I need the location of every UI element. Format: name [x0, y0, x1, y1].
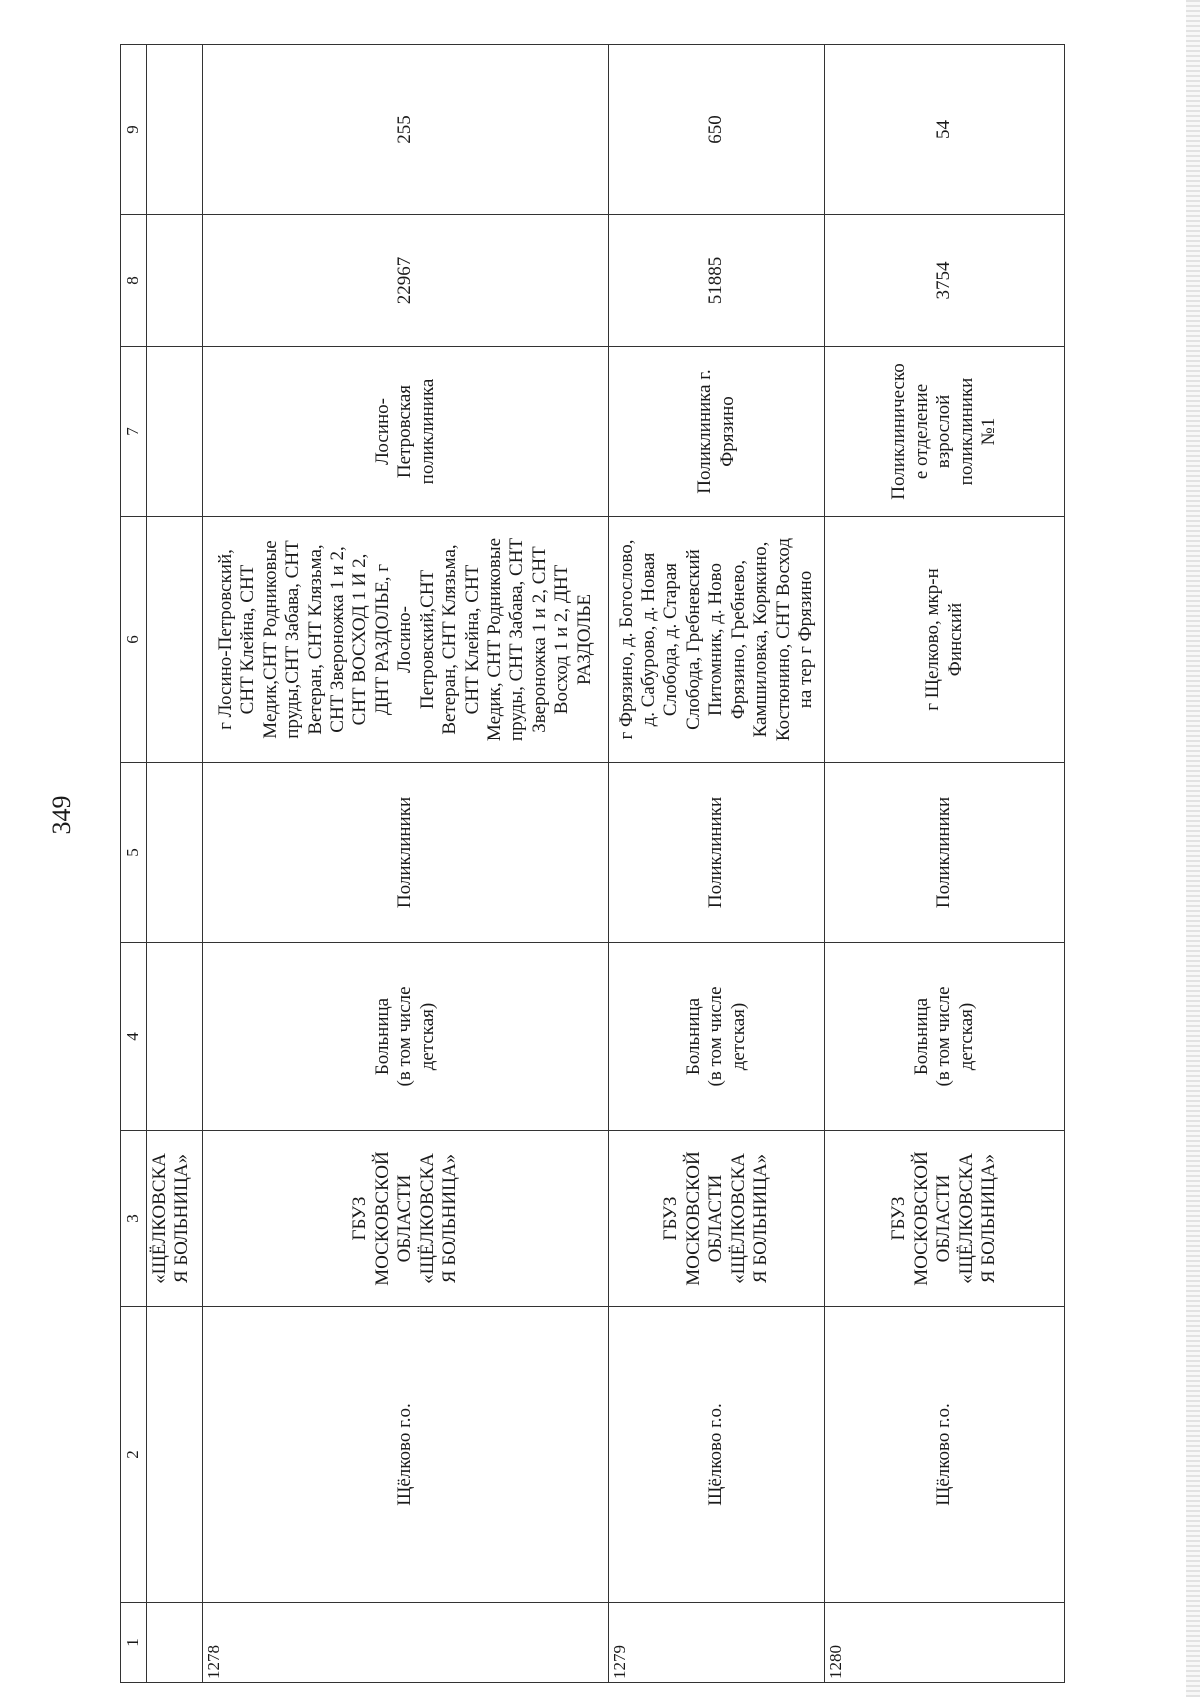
continued-organization-cell: «ЩЁЛКОВСКА Я БОЛЬНИЦА»: [147, 1131, 203, 1307]
column-number-row: [121, 45, 147, 1683]
organization-cell: ГБУЗ МОСКОВСКОЙ ОБЛАСТИ «ЩЁЛКОВСКА Я БОЛЬНИЦА»: [609, 1131, 825, 1307]
table-row: [825, 45, 1065, 1683]
district-cell: Щёлково г.о.: [609, 1307, 825, 1603]
unit-type-cell: Поликлиники: [825, 763, 1065, 943]
clinic-name-cell: Поликлиническо е отделение взрослой поликлиники №1: [825, 347, 1065, 517]
column-number: 4: [121, 943, 147, 1131]
column-number: 8: [121, 215, 147, 347]
organization-cell: ГБУЗ МОСКОВСКОЙ ОБЛАСТИ «ЩЁЛКОВСКА Я БОЛЬНИЦА»: [825, 1131, 1065, 1307]
row-number: 1280: [825, 1603, 1065, 1683]
facility-table: [120, 44, 1065, 1683]
column-number: 9: [121, 45, 147, 215]
unit-type-cell: Поликлиники: [203, 763, 609, 943]
facility-type-cell: Больница (в том числе детская): [203, 943, 609, 1131]
table-row: [609, 45, 825, 1683]
district-cell: Щёлково г.о.: [825, 1307, 1065, 1603]
column-number: 3: [121, 1131, 147, 1307]
capacity-cell: 54: [825, 45, 1065, 215]
page-number: 349: [47, 795, 76, 835]
district-cell: Щёлково г.о.: [203, 1307, 609, 1603]
service-area-cell: г Лосино-Петровский, СНТ Клейна, СНТ Медик,СНТ Родниковые пруды,СНТ Забава, СНТ Ветеран, СНТ Клязьма, СНТ Звероножка 1 и 2, СНТ ВОСХОД 1 И 2, ДНТ РАЗДОЛЬЕ, г Лосино- Петровский,СНТ Ветеран, СНТ Клязьма, СНТ Клейна, СНТ Медик, СНТ Родниковые пруды, СНТ Забава, СНТ Звероножка 1 и 2, СНТ Восход 1 и 2, ДНТ РАЗДОЛЬЕ: [203, 517, 609, 763]
continuation-row: [147, 45, 203, 1683]
clinic-name-cell: Лосино- Петровская поликлиника: [203, 347, 609, 517]
service-area-cell: г Щелково, мкр-н Финский: [825, 517, 1065, 763]
column-number: 7: [121, 347, 147, 517]
row-number: 1278: [203, 1603, 609, 1683]
scan-edge-artifact: [1186, 0, 1200, 1697]
table-row: [203, 45, 609, 1683]
facility-type-cell: Больница (в том числе детская): [825, 943, 1065, 1131]
population-cell: 51885: [609, 215, 825, 347]
capacity-cell: 650: [609, 45, 825, 215]
row-number: 1279: [609, 1603, 825, 1683]
capacity-cell: 255: [203, 45, 609, 215]
column-number: 5: [121, 763, 147, 943]
facility-type-cell: Больница (в том числе детская): [609, 943, 825, 1131]
population-cell: 22967: [203, 215, 609, 347]
column-number: 1: [121, 1603, 147, 1683]
population-cell: 3754: [825, 215, 1065, 347]
unit-type-cell: Поликлиники: [609, 763, 825, 943]
clinic-name-cell: Поликлиника г. Фрязино: [609, 347, 825, 517]
rotated-table-container: [120, 45, 1064, 1683]
organization-cell: ГБУЗ МОСКОВСКОЙ ОБЛАСТИ «ЩЁЛКОВСКА Я БОЛЬНИЦА»: [203, 1131, 609, 1307]
service-area-cell: г Фрязино, д. Богослово, д. Сабурово, д. Новая Слобода, д. Старая Слобода, Гребневский Питомник, д. Ново Фрязино, Гребнево, Камшиловка, Корякино, Костюнино, СНТ Восход на тер г Фрязино: [609, 517, 825, 763]
column-number: 6: [121, 517, 147, 763]
column-number: 2: [121, 1307, 147, 1603]
